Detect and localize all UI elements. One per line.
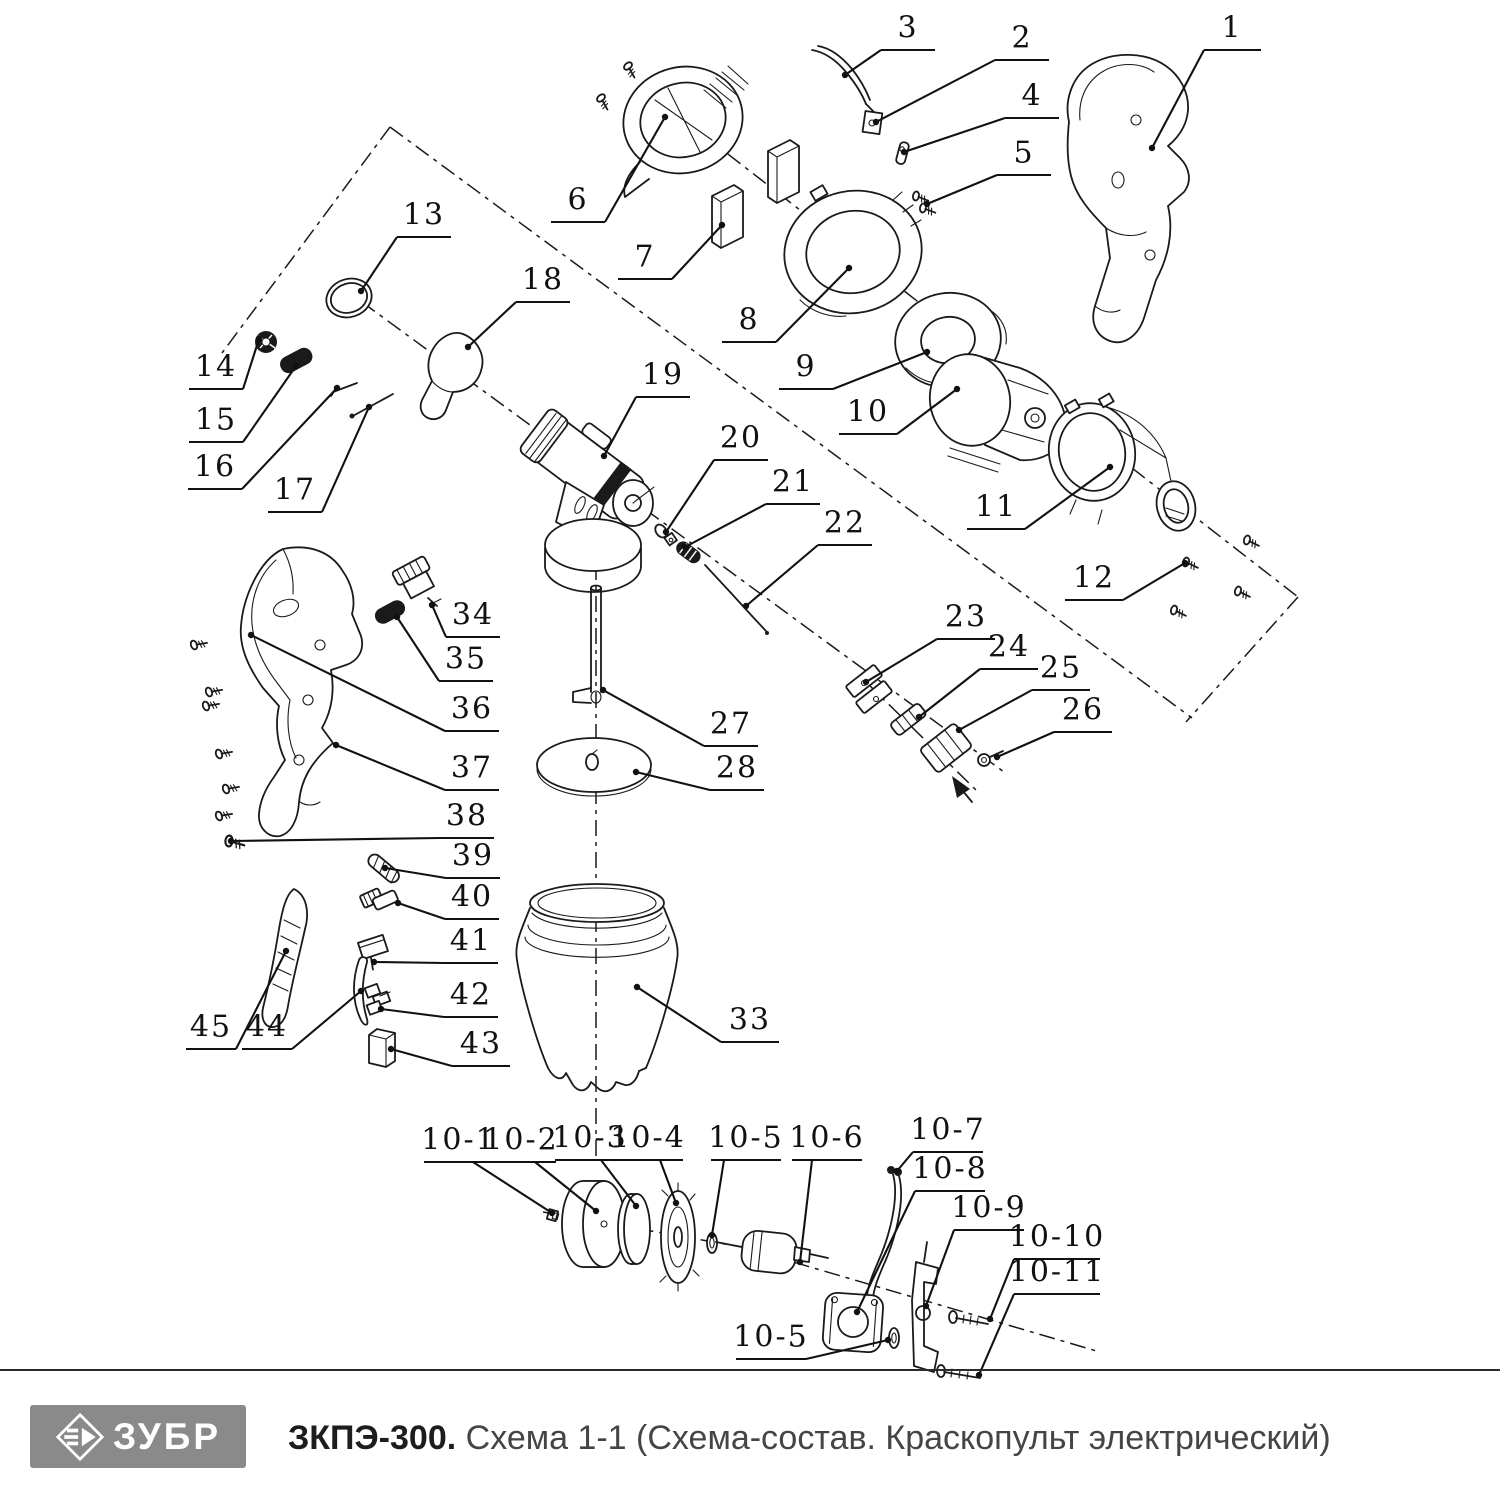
leader-dot [1182,560,1188,566]
part-28-disc [537,738,651,796]
leader-dot [395,900,401,906]
leader-dot [549,1210,555,1216]
part-number: 21 [771,464,815,500]
leader-line [432,605,446,637]
footer-separator [0,1369,1500,1371]
part-number: 10-9 [951,1190,1027,1226]
leader-dot [901,149,907,155]
leader-dot [283,948,289,954]
part-label-3 [842,11,935,79]
part-number: 13 [402,197,446,233]
leader-line [927,175,997,204]
leader-line [604,397,636,456]
leader-dot [465,344,471,350]
leader-dot [924,349,930,355]
leader-line [636,772,710,790]
leader-line [336,745,445,790]
part-label-40 [395,880,499,920]
part-label-43 [388,1027,510,1067]
part-18-clamp [421,333,483,419]
part-label-33 [634,984,779,1042]
part-number: 10-6 [789,1120,865,1156]
part-number: 7 [634,239,656,275]
part-number: 38 [445,798,489,834]
leader-dot [863,679,869,685]
zubr-logo [30,1405,246,1468]
part-label-19 [601,358,690,460]
part-label-17 [268,404,372,512]
leader-dot [334,385,340,391]
part-10-6-rotor [716,1229,828,1274]
leader-dot [885,1337,891,1343]
leader-line [672,225,722,279]
part-label-22 [743,506,872,610]
part-22-needle [705,565,769,635]
caption-subtitle: Схема 1-1 (Схема-состав. Краскопульт электрический) [465,1419,1331,1457]
part-label-42 [378,978,498,1018]
leader-dot [429,602,435,608]
part-45-grip-cover [262,889,307,1027]
part-number: 33 [728,1002,772,1038]
leader-line [374,962,444,963]
leader-line [381,1009,444,1017]
leader-dot [382,865,388,871]
part-number: 19 [641,357,685,393]
leader-dot [956,727,962,733]
part-8-housing-ring [773,178,933,326]
part-number: 34 [451,597,495,633]
leader-line [231,838,440,841]
leader-dot [663,529,669,535]
part-number: 18 [521,262,565,298]
leader-line [243,339,259,389]
part-number: 27 [709,706,753,742]
part-27-stem [573,586,601,704]
leader-dot [924,201,930,207]
leader-dot [954,386,960,392]
part-number: 6 [567,182,589,218]
leader-dot [873,119,879,125]
leader-line [361,237,397,291]
leader-line [712,1160,724,1235]
part-number: 25 [1039,650,1083,686]
part-36-housing-left [241,547,362,836]
leader-dot [854,1309,860,1315]
part-34-switch [392,556,441,606]
part-label-26 [994,693,1112,761]
part-number: 28 [715,750,759,786]
part-number: 42 [449,977,493,1013]
part-15-cap [277,345,315,376]
leader-dot [293,363,299,369]
part-label-28 [633,751,764,791]
part-24-plate [890,702,928,736]
axis-line-3 [1186,597,1298,722]
part-number: 5 [1013,135,1035,171]
leader-dot [709,1232,715,1238]
leader-dot [1149,145,1155,151]
leader-line [904,118,1005,152]
needle-tip-marker [952,776,972,802]
leader-dot [1107,464,1113,470]
part-40-latch [359,882,398,914]
leader-dot [719,222,725,228]
leader-line [857,1191,915,1312]
part-10-11-screw [937,1365,980,1379]
leader-dot [388,1046,394,1052]
part-number: 10-4 [610,1120,686,1156]
part-number: 3 [897,10,919,46]
leader-line [845,50,881,75]
leader-dot [394,614,400,620]
zubr-logo-icon [55,1412,105,1462]
part-number: 10-8 [912,1151,988,1187]
part-number: 44 [245,1009,289,1045]
part-label-12 [1065,560,1188,600]
part-2-cord-guard [863,104,883,134]
part-number: 15 [194,402,238,438]
part-number: 37 [450,750,494,786]
leader-dot [248,632,254,638]
leader-line [959,690,1032,730]
leader-line [746,545,818,606]
leader-line [979,1294,1014,1375]
part-number: 26 [1061,692,1105,728]
part-21-spring [673,539,703,566]
part-number: 20 [719,420,763,456]
part-10-4-fan [660,1183,699,1291]
part-number: 10-5 [733,1319,809,1355]
leader-dot [633,1203,639,1209]
part-number: 16 [193,449,237,485]
leader-line [473,1162,552,1213]
part-label-18 [465,263,570,351]
part-label-37 [333,742,499,790]
brand-name: ЗУБР [112,1416,222,1457]
part-label-7 [618,222,725,279]
part-number: 40 [450,879,494,915]
diagram-caption [288,1419,1331,1458]
part-label-27 [600,687,758,746]
part-number: 12 [1072,560,1116,596]
part-number: 36 [450,691,494,727]
leader-dot [378,1006,384,1012]
part-3-power-cord [812,46,870,104]
leader-dot [987,1316,993,1322]
leader-line [391,1049,452,1066]
leader-dot [894,1168,900,1174]
part-number: 10 [846,394,890,430]
part-number: 4 [1021,78,1043,114]
leader-line [243,366,296,442]
part-19-spray-head [518,398,656,592]
leader-dot [633,769,639,775]
leader-dot [593,1208,599,1214]
leader-line [398,903,445,919]
leader-dot [662,114,668,120]
axis-line-1 [222,127,390,353]
leader-dot [923,1303,929,1309]
part-number: 17 [273,472,317,508]
part-number: 8 [738,302,760,338]
part-label-39 [382,839,500,879]
leader-line [1123,563,1185,600]
part-12-screws [1170,535,1261,619]
model-number: ЗКПЭ-300. [288,1419,457,1457]
part-label-41 [371,924,498,966]
part-10-5-washer-b [889,1328,899,1348]
part-number: 35 [444,641,488,677]
leader-line [603,690,704,746]
part-label-10-11 [976,1255,1105,1379]
part-label-5 [924,136,1051,208]
leader-dot [358,988,364,994]
part-label-4 [901,79,1059,156]
leader-line [666,460,714,532]
part-number: 10-1 [421,1122,497,1158]
leader-dot [976,1372,982,1378]
leader-line [919,669,980,717]
leader-line [322,407,369,512]
part-number: 14 [194,349,238,385]
leader-dot [601,453,607,459]
part-number: 10-5 [708,1120,784,1156]
part-number: 10-7 [910,1112,986,1148]
leader-dot [228,838,234,844]
part-number: 2 [1011,20,1033,56]
part-number: 10-10 [1008,1219,1106,1255]
leader-dot [366,404,372,410]
part-label-13 [358,198,451,295]
leader-dot [371,959,377,965]
part-label-44 [242,988,364,1049]
part-11-impeller-housing [1041,394,1200,535]
part-label-10-5 [708,1121,783,1239]
part-number: 10-3 [552,1120,628,1156]
leader-line [866,639,937,682]
part-label-34 [429,598,500,638]
part-number: 43 [459,1026,503,1062]
leader-line [660,1160,676,1203]
part-number: 24 [987,629,1031,665]
part-10-2-disc [562,1181,625,1267]
part-38-housing-screws [190,636,245,849]
part-number: 39 [451,838,495,874]
leader-line [637,987,721,1042]
part-6-fan-cover [595,54,754,197]
leader-dot [916,714,922,720]
part-number: 11 [974,489,1018,525]
leader-dot [743,603,749,609]
leader-dot [994,754,1000,760]
part-number: 10-2 [483,1122,559,1158]
part-number: 10-11 [1008,1254,1106,1290]
leader-dot [634,984,640,990]
part-35-boot [372,597,408,626]
part-number: 9 [795,349,817,385]
leader-line [997,732,1054,757]
part-label-24 [916,630,1038,721]
leader-dot [358,288,364,294]
part-25-block [919,723,972,774]
leader-dot [333,742,339,748]
part-number: 45 [189,1009,233,1045]
leader-line [468,302,516,347]
leader-line [292,991,361,1049]
leader-dot [673,1200,679,1206]
part-number: 1 [1221,10,1243,46]
leader-line [685,504,766,547]
part-label-14 [189,336,262,389]
part-1-housing-right [1068,55,1189,342]
part-label-10-6 [789,1121,864,1266]
leader-line [897,1152,913,1171]
leader-dot [682,544,688,550]
leader-line [876,60,995,122]
part-23-valve-bracket [846,664,893,713]
part-label-20 [663,421,768,536]
leader-dot [797,1259,803,1265]
part-number: 23 [944,599,988,635]
leader-dot [256,336,262,342]
leader-line [800,1160,812,1262]
leader-dot [846,265,852,271]
leader-dot [842,72,848,78]
leader-dot [600,687,606,693]
part-number: 41 [449,923,493,959]
leader-line [397,617,439,681]
part-number: 22 [823,505,867,541]
part-33-container [516,884,677,1091]
